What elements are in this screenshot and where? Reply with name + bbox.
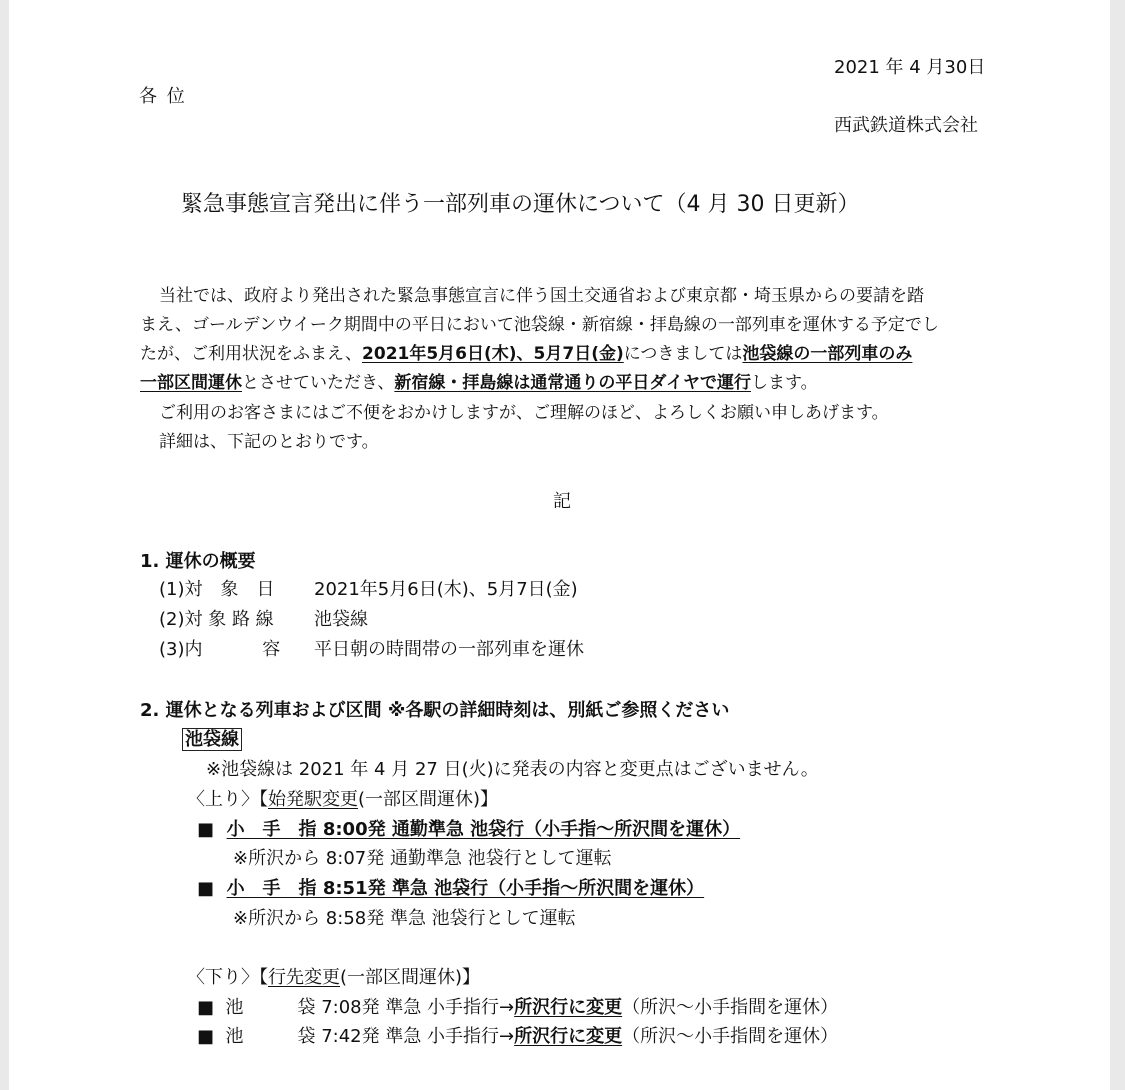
section-2-heading: 2. 運休となる列車および区間 ※各駅の詳細時刻は、別紙ご参照ください: [140, 700, 730, 721]
up-label: 始発駅変更: [268, 789, 358, 810]
shinjuku-haijima-notice: 新宿線・拝島線は通常通りの平日ダイヤで運行: [394, 373, 751, 393]
target-dates: 2021年5月6日(木)、5月7日(金): [362, 344, 624, 364]
intro-text: たが、ご利用状況をふまえ、: [140, 344, 363, 364]
up-train-1: [197, 818, 740, 842]
up-train-2-note: ※所沢から 8:58発 準急 池袋行として運転: [233, 908, 576, 929]
line-tag-label: 池袋線: [182, 728, 242, 751]
destination-change: 所沢行に変更: [514, 1026, 623, 1047]
ikebukuro-notice: 池袋線の一部列車のみ: [742, 344, 913, 364]
intro-text: とさせていただき、: [242, 373, 395, 393]
bullet: ■: [197, 1026, 215, 1047]
down-heading: [187, 966, 480, 990]
intro-line-1: 当社では、政府より発出された緊急事態宣言に伴う国土交通省および東京都・埼玉県からの要請を踏: [159, 286, 924, 306]
intro-line-4: [140, 371, 818, 395]
down-prefix: 〈下り〉【: [187, 967, 268, 988]
item-label: (2)対 象 路 線: [159, 609, 274, 630]
bullet: ■: [197, 997, 215, 1018]
ki-mark: 記: [553, 491, 571, 512]
destination-change: 所沢行に変更: [514, 997, 623, 1018]
intro-line-6: 詳細は、下記のとおりです。: [159, 432, 379, 452]
intro-line-2: まえ、ゴールデンウイーク期間中の平日において池袋線・新宿線・拝島線の一部列車を運休する予定でし: [140, 315, 939, 335]
up-train-1-note: ※所沢から 8:07発 通勤準急 池袋行として運転: [233, 848, 612, 869]
up-heading: [187, 788, 498, 812]
suspended-section: （所沢～小手指間を運休）: [622, 997, 839, 1018]
company-name: 西武鉄道株式会社: [834, 115, 978, 136]
down-suffix: (一部区間運休)】: [340, 967, 481, 988]
intro-line-5: ご利用のお客さまにはご不便をおかけしますが、ご理解のほど、よろしくお願い申しあげます。: [159, 403, 889, 423]
item-value: 平日朝の時間帯の一部列車を運休: [314, 639, 584, 660]
suspended-section: （所沢～小手指間を運休）: [622, 1026, 839, 1047]
section-2-note: ※池袋線は 2021 年 4 月 27 日(火)に発表の内容と変更点はございません。: [206, 759, 819, 780]
up-suffix: (一部区間運休)】: [358, 789, 499, 810]
down-label: 行先変更: [268, 967, 340, 988]
section-1-heading: 1. 運休の概要: [140, 551, 256, 572]
issue-date: 2021 年 4 月30日: [834, 57, 986, 78]
document-page: [9, 0, 1110, 1090]
line-tag: [182, 728, 242, 752]
up-train-2: [197, 877, 704, 901]
down-train-1: [197, 996, 838, 1020]
item-value: 2021年5月6日(木)、5月7日(金): [314, 579, 578, 600]
train-text: 小 手 指 8:00発 通勤準急 池袋行（小手指～所沢間を運休）: [226, 819, 741, 840]
intro-line-3: [140, 342, 912, 366]
addressee: 各 位: [139, 86, 187, 107]
up-prefix: 〈上り〉【: [187, 789, 268, 810]
page-title: 緊急事態宣言発出に伴う一部列車の運休について（4 月 30 日更新）: [181, 192, 860, 217]
train-text: 池 袋 7:08発 準急 小手指行→: [225, 997, 515, 1018]
item-label: (1)対 象 日: [159, 579, 275, 600]
bullet: ■: [197, 878, 215, 899]
intro-text: します。: [751, 373, 818, 393]
train-text: 池 袋 7:42発 準急 小手指行→: [225, 1026, 515, 1047]
item-value: 池袋線: [314, 609, 368, 630]
partial-suspension: 一部区間運休: [140, 373, 242, 393]
train-text: 小 手 指 8:51発 準急 池袋行（小手指～所沢間を運休）: [226, 878, 705, 899]
item-label: (3)内 容: [159, 639, 281, 660]
bullet: ■: [197, 819, 215, 840]
intro-text: につきましては: [623, 344, 743, 364]
down-train-2: [197, 1025, 838, 1049]
